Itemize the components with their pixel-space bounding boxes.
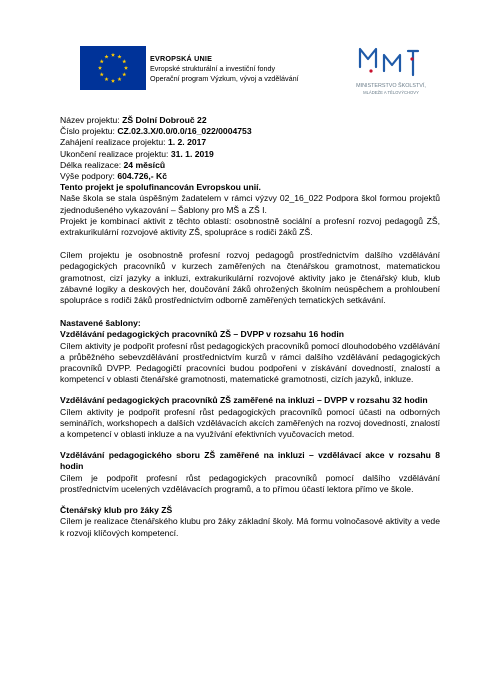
project-end-value: 31. 1. 2019 [170, 148, 214, 159]
template-1-text: Cílem aktivity je podpořit profesní růst pedagogických pracovníků pomocí dlouhodobého vzdělávání a průběžného sebevzdělávání prostřednictvím kurzů v rámci dalšího vzdělávání pedagogických pracovníků DVPP. Pedagogičtí pracovníci budou podpořeni v získávání dovedností, znalostí a kompetencí v oblasti čtenářské gramotnosti, matematické gramotnosti, cizích jazyků, inkluze. [60, 340, 440, 385]
template-2-text: Cílem aktivity je podpořit profesní růst pedagogických pracovníků pomocí účasti na odborných seminářích, workshopech a dalších vzdělávacích akcích zaměřených na rozvoj dovedností, znalostí a kompetencí v oblasti inkluze a na využívání efektivních vyučovacích metod. [60, 406, 440, 440]
document-body [60, 115, 440, 539]
project-duration-row [60, 160, 440, 171]
template-1-title: Vzdělávání pedagogických pracovníků ZŠ – DVPP v rozsahu 16 hodin [60, 329, 344, 340]
eu-flag-icon [80, 46, 146, 90]
goal-paragraph: Cílem projektu je osobnostně profesní rozvoj pedagogů prostřednictvím dalšího vzdělávání pedagogických pracovníků v kurzech zaměřených na čtenářskou gramotnost, matematickou gramotnost, cizí jazyky a inkluzi, extrakurikulární rozvojové aktivity jako je čtenářský klub, klub zábavné logiky a deskových her, doučování žáků ohrožených školním neúspěchem a prohloubení spolupráce s rodiči žáků prostřednictvím odborně zaměřených tematických setkávání. [60, 250, 440, 306]
project-start-label: Zahájení realizace projektu: [60, 137, 168, 148]
template-2-title: Vzdělávání pedagogických pracovníků ZŠ zaměřené na inkluzi – DVPP v rozsahu 32 hodin [60, 395, 428, 406]
eu-logo-text [150, 54, 299, 84]
project-start-row [60, 137, 440, 148]
cofinanced-statement: Tento projekt je spolufinancován Evropskou unií. [60, 182, 261, 193]
project-name-row [60, 115, 440, 126]
page-header [0, 0, 495, 112]
project-support-row [60, 171, 440, 182]
ministry-logo-text [332, 83, 450, 96]
project-name-label: Název projektu: [60, 115, 123, 125]
project-duration-value: 24 měsíců [123, 159, 166, 170]
eu-logo-line-2: Evropské strukturální a investiční fondy [150, 64, 276, 73]
ministry-logo-icon [356, 45, 422, 81]
ministry-line-1: MINISTERSTVO ŠKOLSTVÍ, [356, 83, 426, 89]
project-support-label: Výše podpory: [60, 171, 118, 182]
intro-paragraph-1: Naše škola se stala úspěšným žadatelem v rámci výzvy 02_16_022 Podpora škol formou projektů zjednodušeného vykazování – Šablony pro MŠ a ZŠ I. [60, 193, 440, 215]
project-number-value: CZ.02.3.X/0.0/0.0/16_022/0004753 [117, 126, 252, 137]
template-4-text: Cílem je realizace čtenářského klubu pro žáky základní školy. Má formu volnočasové aktivity a vede k rozvoji klíčových kompetencí. [60, 516, 440, 538]
template-4-title: Čtenářský klub pro žáky ZŠ [60, 505, 173, 516]
project-support-value: 604.726,- Kč [117, 171, 168, 182]
project-number-row [60, 126, 440, 137]
project-start-value: 1. 2. 2017 [167, 137, 207, 148]
ministry-line-2: MLÁDEŽE A TĚLOVÝCHOVY [363, 89, 419, 95]
project-duration-label: Délka realizace: [60, 159, 124, 170]
project-end-row [60, 149, 440, 160]
template-3-title: Vzdělávání pedagogického sboru ZŠ zaměřené na inkluzi – vzdělávací akce v rozsahu 8 hodin [60, 450, 440, 472]
templates-heading: Nastavené šablony: [60, 318, 141, 329]
eu-logo-line-1: EVROPSKÁ UNIE [150, 54, 213, 63]
eu-logo-line-3: Operační program Výzkum, vývoj a vzdělávání [150, 74, 299, 83]
project-name-value: ZŠ Dolní Dobrouč 22 [122, 115, 207, 125]
template-3-text: Cílem je podpořit profesní růst pedagogických pracovníků pomocí dalšího vzdělávání prostřednictvím ucelených vzdělávacích programů, a to přímou účastí lektora přímo ve škole. [60, 472, 440, 494]
intro-paragraph-2: Projekt je kombinací aktivit z těchto oblastí: osobnostně sociální a profesní rozvoj pedagogů ZŠ, extrakurikulární rozvojové aktivity ZŠ, spolupráce s rodiči žáků ZŠ. [60, 215, 440, 238]
project-end-label: Ukončení realizace projektu: [60, 148, 171, 159]
project-number-label: Číslo projektu: [60, 126, 118, 137]
